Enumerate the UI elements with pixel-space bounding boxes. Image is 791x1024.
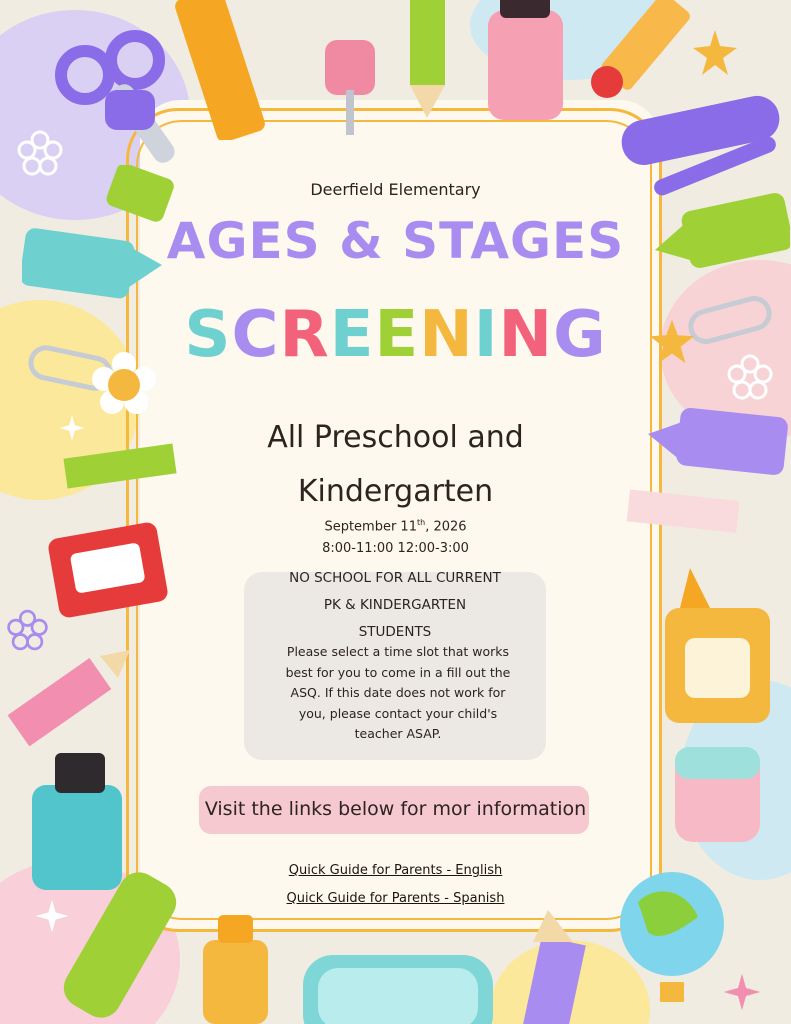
paint-tube-icon (198, 915, 273, 1024)
star-icon-pink (722, 972, 762, 1012)
sharpener-icon (48, 520, 173, 620)
link-quick-guide-spanish[interactable]: Quick Guide for Parents - Spanish (286, 891, 505, 906)
no-school-line-3: STUDENTS (358, 624, 432, 640)
star-icon (690, 28, 740, 78)
title-screening (0, 298, 791, 372)
pushpin-icon (320, 30, 380, 140)
audience-line-1: All Preschool and (267, 420, 524, 455)
links-prompt: Visit the links below for mor information (204, 798, 587, 820)
school-name: Deerfield Elementary (310, 180, 481, 199)
event-date: September 11th, 2026 (324, 518, 467, 535)
screening-letter: N (419, 298, 474, 372)
ruler-icon (175, 0, 285, 140)
pencil-case-icon (298, 940, 498, 1024)
screening-letter: E (374, 298, 420, 372)
link-quick-guide-english[interactable]: Quick Guide for Parents - English (288, 863, 503, 878)
screening-letter: R (279, 298, 330, 372)
glue-icon (660, 568, 775, 728)
no-school-line-1: NO SCHOOL FOR ALL CURRENT (289, 570, 501, 586)
crayon-icon-purple-bottom (518, 910, 593, 1024)
instructions-text: Please select a time slot that works best for you to come in a fill out the ASQ. If this date does not work for you, please contact your child's teacher ASAP. (285, 644, 511, 741)
screening-letter: E (329, 298, 375, 372)
screening-letter: C (231, 298, 280, 372)
event-times: 8:00-11:00 12:00-3:00 (322, 541, 469, 556)
flower-icon (15, 128, 65, 178)
screening-letter: I (473, 298, 499, 372)
eraser-icon (665, 742, 770, 847)
pencil-icon (400, 0, 455, 120)
no-school-line-2: PK & KINDERGARTEN (323, 597, 467, 613)
screening-letter: S (184, 298, 232, 372)
globe-icon (608, 862, 738, 1012)
screening-letter: G (553, 298, 607, 372)
audience-line-2: Kindergarten (297, 474, 494, 509)
highlighter-icon (478, 0, 573, 130)
screening-letter: N (498, 298, 554, 372)
glue-stick-icon (50, 860, 190, 1024)
title-ages-and-stages: AGES & STAGES (166, 212, 625, 270)
pencil-icon-pink (0, 648, 135, 758)
